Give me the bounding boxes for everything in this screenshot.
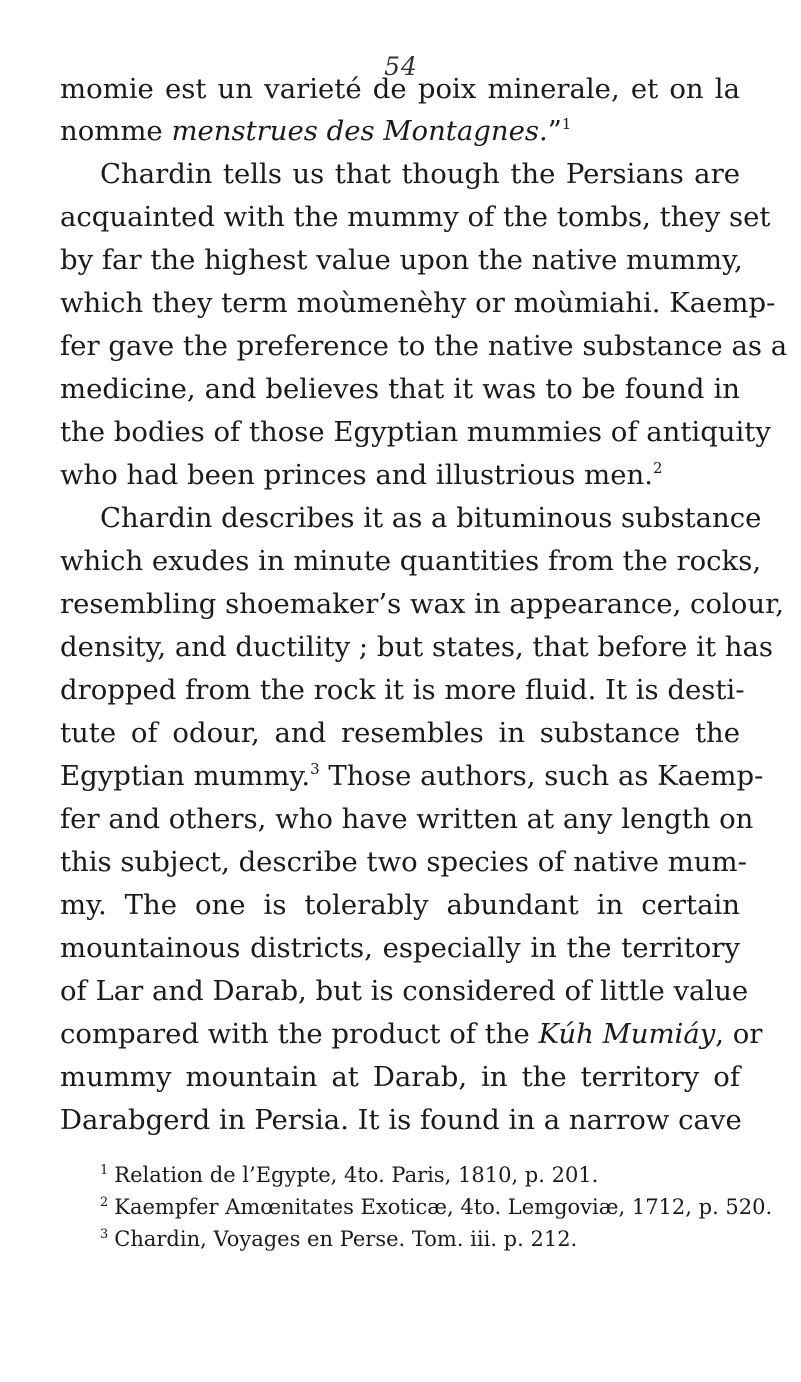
footnote-mark: 3 [100,1227,109,1242]
text-line-9: the bodies of those Egyptian mummies of antiquity [60,416,771,448]
footnote-1 [100,1165,598,1186]
page-number: 54 [384,52,418,81]
footnote-2 [100,1197,772,1218]
text-line-10: who had been princes and illustrious men.$^2$ [60,459,663,491]
text-line-17: Egyptian mummy.$^3$ Those authors, such as Kaemp- [60,760,764,792]
text-line-12: which exudes in minute quantities from the rocks, [60,545,762,577]
text-line-1: momie est un varieté de poix minerale, et on la [60,73,740,105]
text-line-21: mountainous districts, especially in the territory [60,932,740,964]
text-line-19: this subject, describe two species of native mum- [60,846,747,878]
footnote-text: Relation de l’Egypte, 4to. Paris, 1810, p. 201. [114,1163,599,1187]
footnote-ref-3: 3 [310,760,320,778]
text-line-8: medicine, and believes that it was to be found in [60,373,740,405]
text-line-15: dropped from the rock it is more fluid. It is desti- [60,674,745,706]
footnote-3 [100,1229,577,1250]
footnote-text: Chardin, Voyages en Perse. Tom. iii. p. 212. [114,1227,578,1251]
text-line-14: density, and ductility ; but states, that before it has [60,631,773,663]
italic-phrase: menstrues des Montagnes. [171,115,548,147]
text-line-4: acquainted with the mummy of the tombs, they set [60,201,771,233]
text-line-3: Chardin tells us that though the Persians are [100,158,740,190]
text-line-20: my. The one is tolerably abundant in certain [60,889,740,921]
footnote-ref-1: 1 [561,115,572,133]
text-line-24: mummy mountain at Darab, in the territory of [60,1061,740,1093]
footnote-mark: 1 [100,1163,109,1178]
text-line-13: resembling shoemaker’s wax in appearance, colour, [60,588,784,620]
text-line-25: Darabgerd in Persia. It is found in a narrow cave [60,1104,742,1136]
text-line-11: Chardin describes it as a bituminous substance [100,502,762,534]
footnote-mark: 2 [100,1195,109,1210]
text-line-2: nomme menstrues des Montagnes.”$^1$ [60,115,572,147]
footnote-ref-2: 2 [652,459,663,477]
footnote-text: Kaempfer Amœnitates Exoticæ, 4to. Lemgoviæ, 1712, p. 520. [114,1195,773,1219]
text-line-18: fer and others, who have written at any length on [60,803,754,835]
italic-phrase: Kúh Mumiáy [538,1018,716,1050]
text-line-6: which they term moùmenèhy or moùmiahi. Kaemp- [60,287,776,319]
text-line-7: fer gave the preference to the native substance as a [60,330,788,362]
text-line-23: compared with the product of the Kúh Mumiáy, or [60,1018,763,1050]
text-line-16: tute of odour, and resembles in substance the [60,717,740,749]
text-line-22: of Lar and Darab, but is considered of little value [60,975,749,1007]
text-line-5: by far the highest value upon the native mummy, [60,244,743,276]
